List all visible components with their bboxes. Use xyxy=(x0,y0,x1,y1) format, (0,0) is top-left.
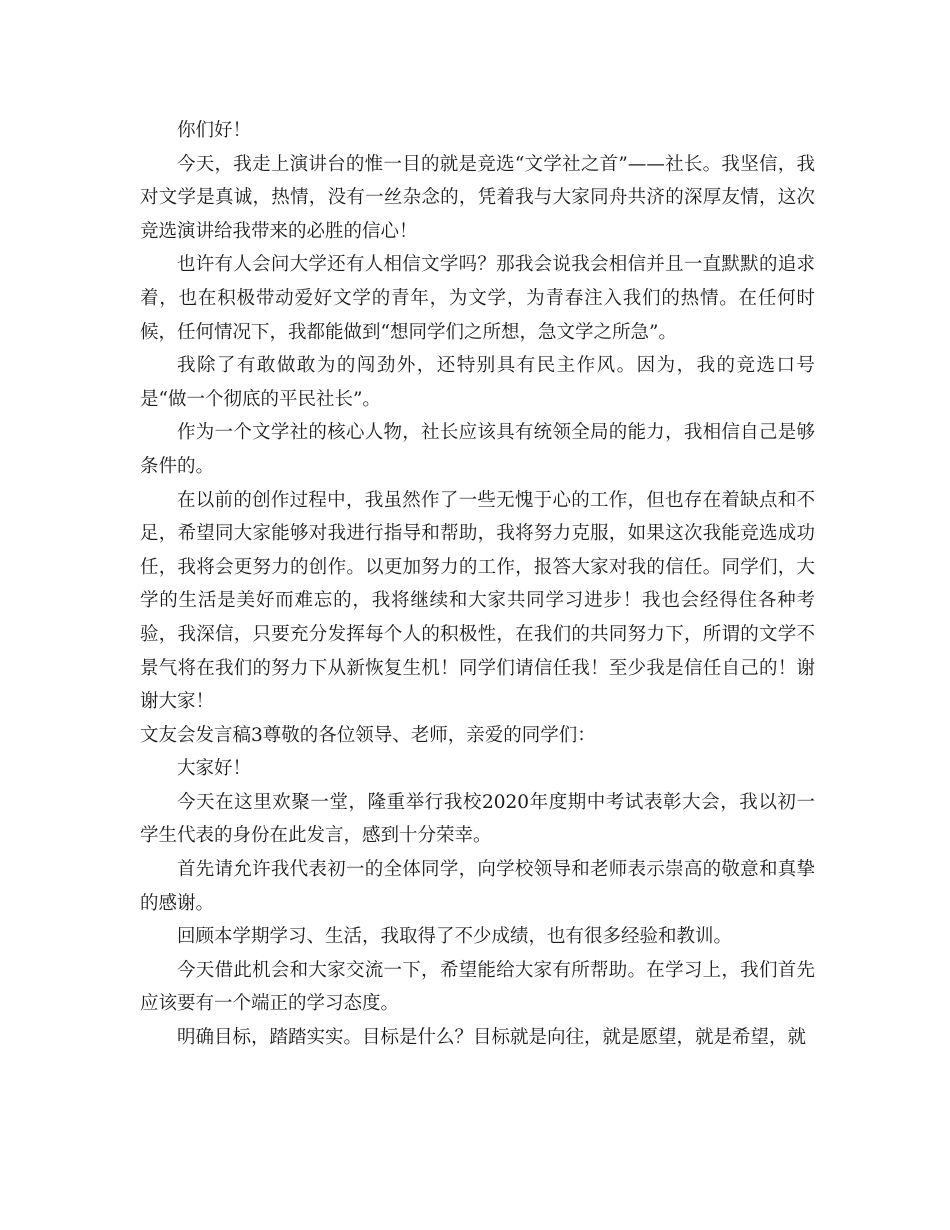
paragraph: 我除了有敢做敢为的闯劲外，还特别具有民主作风。因为，我的竞选口号是“做一个彻底的平民社长”。 xyxy=(140,355,815,410)
paragraph: 也许有人会问大学还有人相信文学吗？那我会说我会相信并且一直默默的追求着，也在积极带动爱好文学的青年，为文学，为青春注入我们的热情。在任何时候，任何情况下，我都能做到“想同学们之所想，急文学之所急”。 xyxy=(140,254,815,343)
paragraph: 明确目标，踏踏实实。目标是什么？目标就是向往，就是愿望，就是希望，就 xyxy=(177,1027,807,1049)
paragraph-greeting: 大家好！ xyxy=(177,758,252,780)
paragraph: 回顾本学期学习、生活，我取得了不少成绩，也有很多经验和教训。 xyxy=(177,926,733,948)
section-heading: 文友会发言稿3尊敬的各位领导、老师，亲爱的同学们： xyxy=(140,724,596,746)
paragraph: 今天借此机会和大家交流一下，希望能给大家有所帮助。在学习上，我们首先应该要有一个端正的学习态度。 xyxy=(140,959,815,1015)
paragraph: 今天，我走上演讲台的惟一目的就是竞选“文学社之首”——社长。我坚信，我对文学是真诚，热情，没有一丝杂念的，凭着我与大家同舟共济的深厚友情，这次竞选演讲给我带来的必胜的信心！ xyxy=(140,153,815,242)
paragraph-greeting: 你们好！ xyxy=(177,120,252,141)
paragraph: 首先请允许我代表初一的全体同学，向学校领导和老师表示崇高的敬意和真挚的感谢。 xyxy=(140,859,815,914)
paragraph: 在以前的创作过程中，我虽然作了一些无愧于心的工作，但也存在着缺点和不足，希望同大家能够对我进行指导和帮助，我将努力克服，如果这次我能竞选成功任，我将会更努力的创作。以更加努力的工作，报答大家对我的信任。同学们，大学的生活是美好而难忘的，我将继续和大家共同学习进步！我也会经得住各种考验，我深信，只要充分发挥每个人的积极性，在我们的共同努力下，所谓的文学不景气将在我们的努力下从新恢复生机！同学们请信任我！至少我是信任自己的！谢谢大家！ xyxy=(140,489,815,713)
paragraph: 今天在这里欢聚一堂，隆重举行我校2020年度期中考试表彰大会，我以初一学生代表的身份在此发言，感到十分荣幸。 xyxy=(140,791,815,847)
document-body xyxy=(140,114,815,1055)
paragraph: 作为一个文学社的核心人物，社长应该具有统领全局的能力，我相信自己是够条件的。 xyxy=(140,422,815,477)
